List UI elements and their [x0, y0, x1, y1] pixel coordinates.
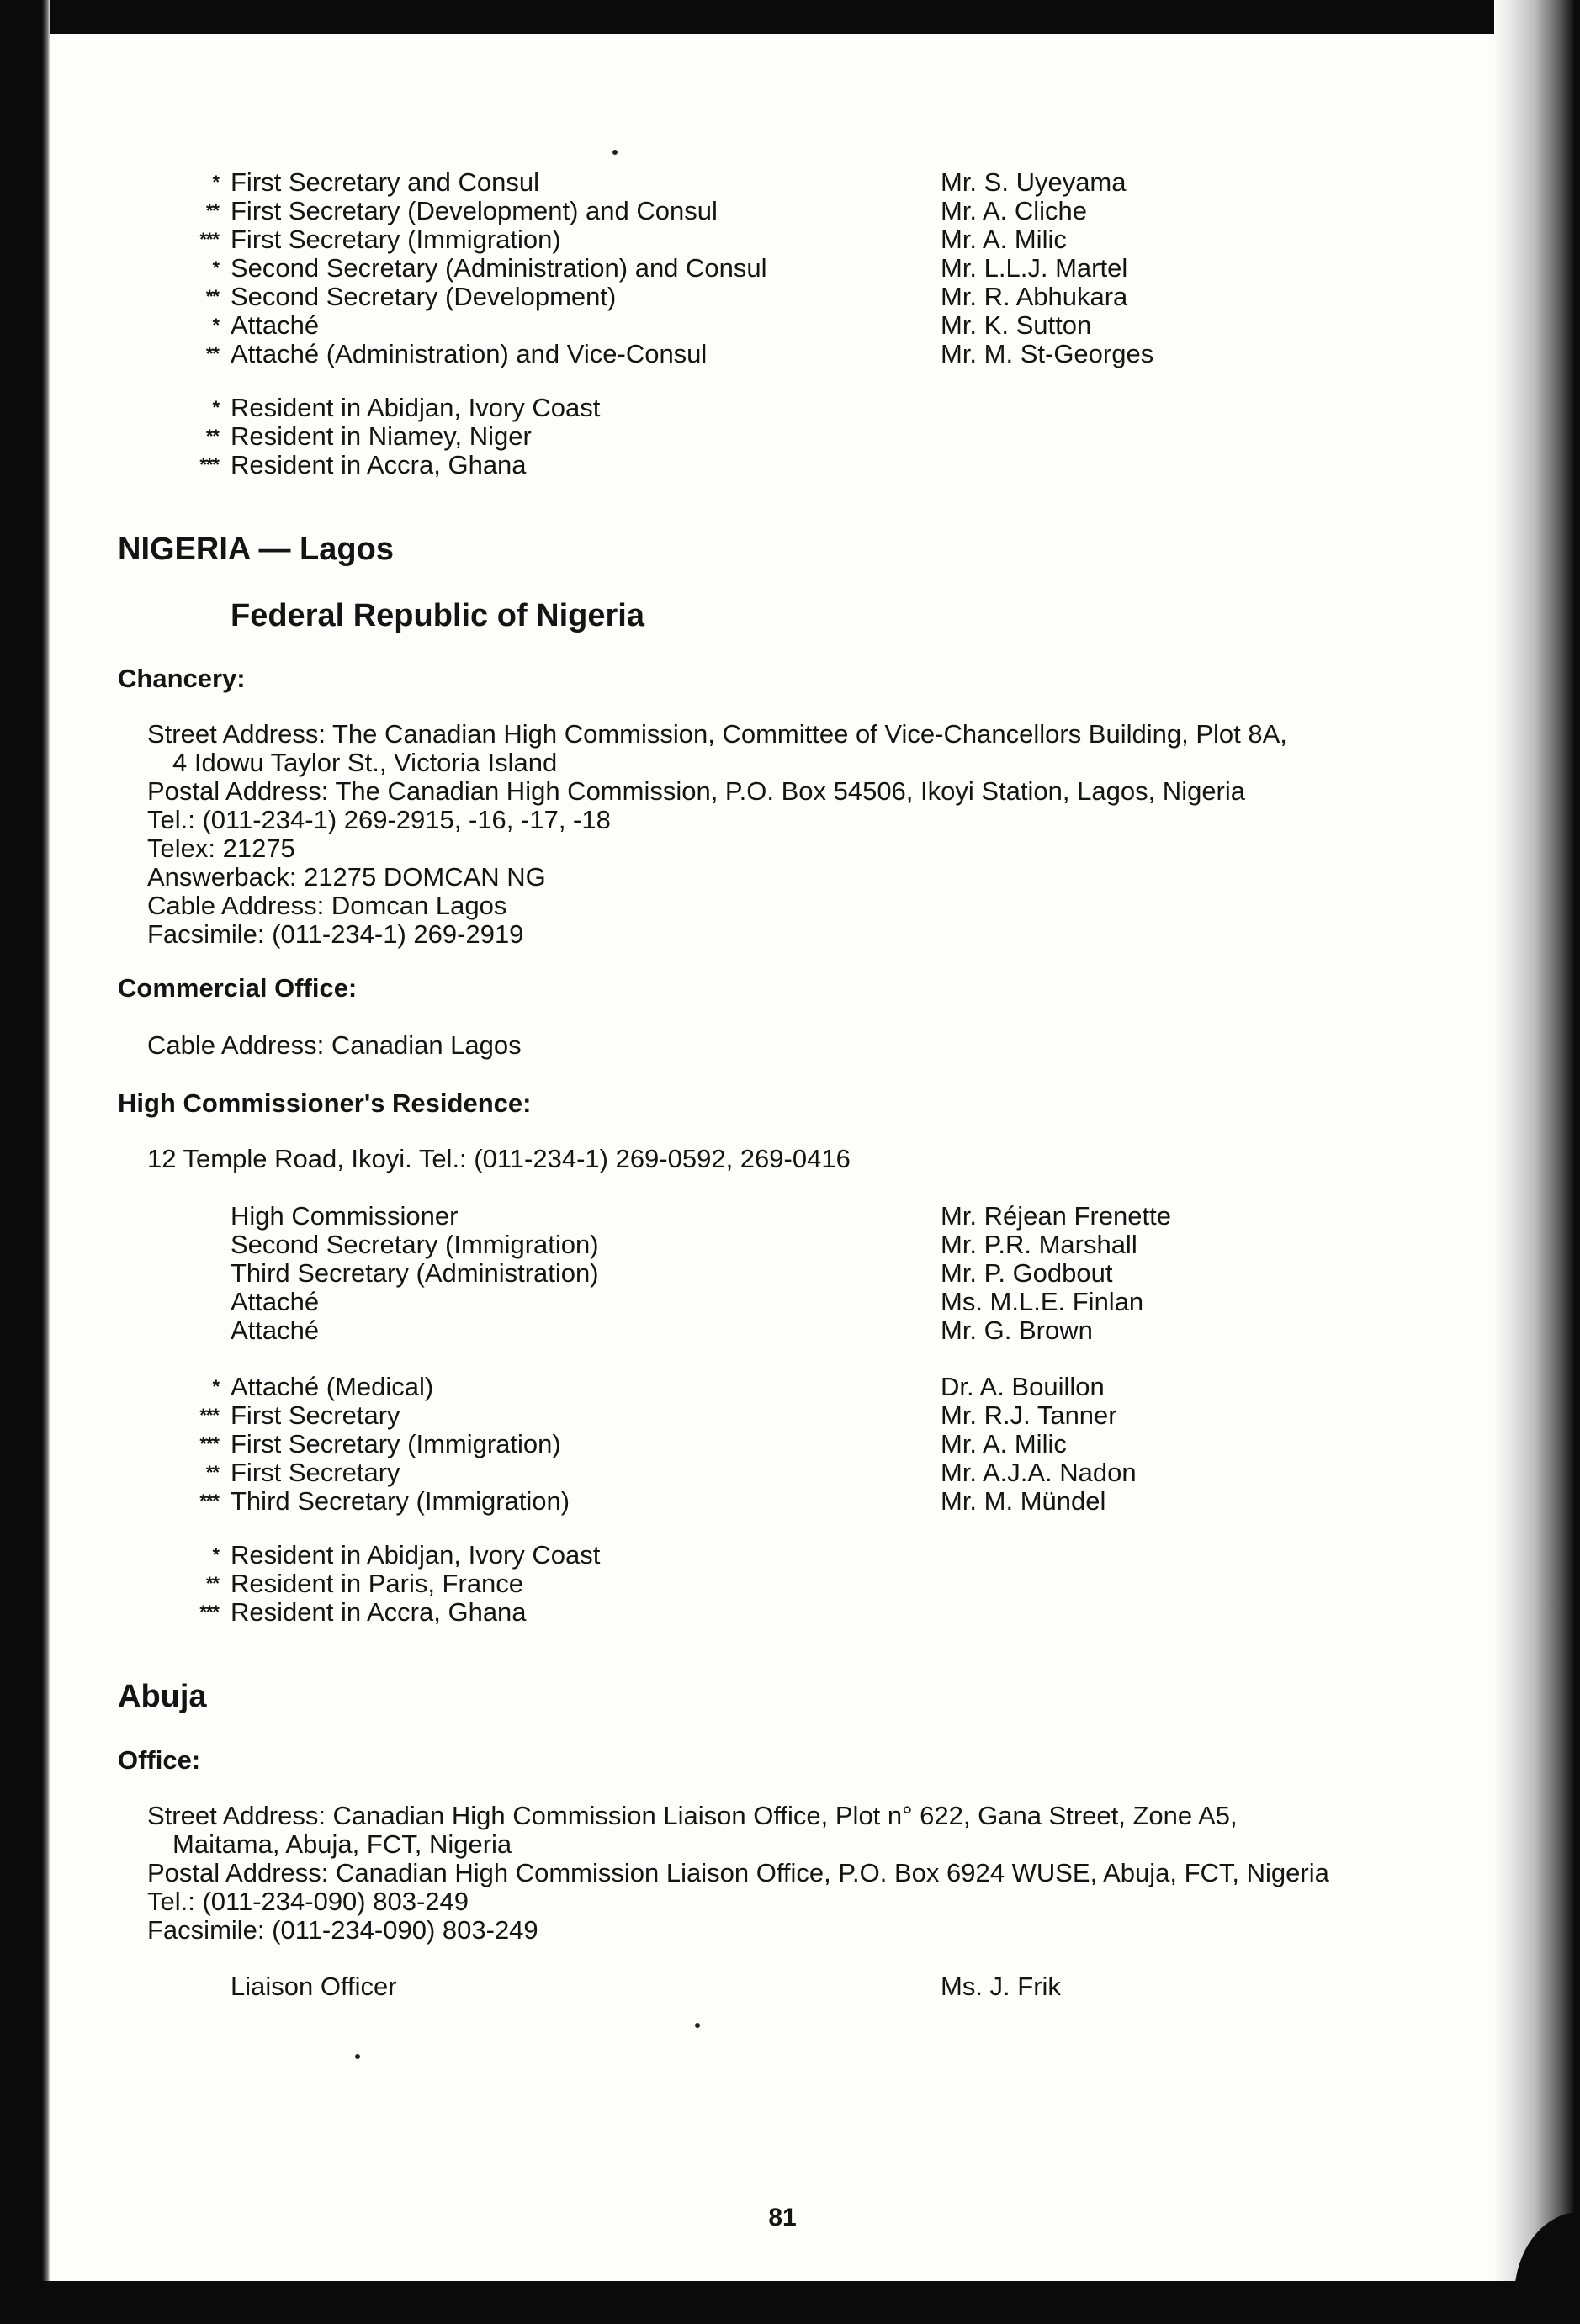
staff-row: * First Secretary and Consul Mr. S. Uyeyama [212, 167, 1127, 197]
chancery-label: Chancery: [118, 664, 246, 693]
staff-row: *** First Secretary (Immigration) Mr. A. Milic [199, 225, 1067, 254]
address-line: Street Address: The Canadian High Commission, Committee of Vice-Chancellors Building, Plot 8A, [147, 719, 1287, 749]
address-line: Cable Address: Canadian Lagos [147, 1030, 522, 1060]
abuja-staff-list [167, 1972, 1328, 2001]
address-line: Tel.: (011-234-1) 269-2915, -16, -17, -18 [147, 805, 611, 834]
lagos-nonresident-staff-list [167, 1373, 1328, 1516]
section-heading-lagos: NIGERIA — Lagos [118, 532, 394, 567]
residence-note: * Resident in Abidjan, Ivory Coast [212, 1540, 601, 1570]
address-line: Street Address: Canadian High Commission Liaison Office, Plot n° 622, Gana Street, Zone A5, [147, 1801, 1238, 1830]
staff-row: Second Secretary (Immigration) Mr. P.R. Marshall [231, 1230, 1137, 1259]
top-staff-list [167, 168, 1328, 368]
address-line: 4 Idowu Taylor St., Victoria Island [172, 748, 558, 777]
address-line: Tel.: (011-234-090) 803-249 [147, 1887, 469, 1916]
scan-speck [355, 2054, 360, 2059]
section-heading-abuja: Abuja [118, 1679, 207, 1714]
abuja-office-address-block [147, 1802, 1460, 1945]
staff-row: ** First Secretary (Development) and Consul Mr. A. Cliche [205, 196, 1087, 225]
scan-speck [612, 150, 618, 155]
residence-note: *** Resident in Accra, Ghana [199, 1597, 527, 1627]
page-number: 81 [768, 2204, 797, 2231]
staff-row: High Commissioner Mr. Réjean Frenette [231, 1201, 1171, 1231]
staff-row: Third Secretary (Administration) Mr. P. Godbout [231, 1258, 1113, 1288]
address-line: Facsimile: (011-234-090) 803-249 [147, 1915, 538, 1945]
commercial-office-line [147, 1031, 1460, 1060]
staff-row: ** Attaché (Administration) and Vice-Consul Mr. M. St-Georges [205, 339, 1154, 368]
residence-label: High Commissioner's Residence: [118, 1088, 532, 1118]
staff-row: *** First Secretary (Immigration) Mr. A. Milic [199, 1429, 1067, 1458]
address-line: 12 Temple Road, Ikoyi. Tel.: (011-234-1) 269-0592, 269-0416 [147, 1144, 851, 1173]
address-line: Telex: 21275 [147, 834, 295, 863]
residence-note: ** Resident in Niamey, Niger [205, 421, 532, 451]
country-name: Federal Republic of Nigeria [231, 598, 644, 633]
office-label: Office: [118, 1745, 201, 1775]
address-line: Postal Address: The Canadian High Commission, P.O. Box 54506, Ikoyi Station, Lagos, Nigeria [147, 776, 1246, 806]
address-line: Answerback: 21275 DOMCAN NG [147, 862, 546, 892]
lagos-residence-notes [167, 1541, 1328, 1627]
residence-note: *** Resident in Accra, Ghana [199, 450, 527, 479]
staff-row: Attaché Ms. M.L.E. Finlan [231, 1287, 1144, 1316]
staff-row: ** First Secretary Mr. A.J.A. Nadon [205, 1458, 1137, 1487]
address-line: Facsimile: (011-234-1) 269-2919 [147, 919, 524, 949]
address-line: Postal Address: Canadian High Commission Liaison Office, P.O. Box 6924 WUSE, Abuja, FCT, Nigeria [147, 1858, 1329, 1887]
staff-row: * Attaché (Medical) Dr. A. Bouillon [212, 1372, 1105, 1401]
residence-note: * Resident in Abidjan, Ivory Coast [212, 393, 601, 422]
commercial-office-label: Commercial Office: [118, 973, 358, 1003]
staff-row: Attaché Mr. G. Brown [231, 1316, 1093, 1345]
chancery-address-block [147, 720, 1460, 949]
address-line: Cable Address: Domcan Lagos [147, 891, 507, 920]
staff-row: ** Second Secretary (Development) Mr. R. Abhukara [205, 282, 1128, 311]
staff-row: * Second Secretary (Administration) and Consul Mr. L.L.J. Martel [212, 253, 1128, 283]
staff-row: Liaison Officer Ms. J. Frik [231, 1972, 1061, 2001]
staff-row: *** First Secretary Mr. R.J. Tanner [199, 1400, 1117, 1430]
scan-speck [695, 2023, 700, 2028]
staff-row: *** Third Secretary (Immigration) Mr. M. Mündel [199, 1486, 1106, 1516]
residence-note: ** Resident in Paris, France [205, 1569, 524, 1598]
address-line: Maitama, Abuja, FCT, Nigeria [172, 1829, 512, 1859]
top-residence-notes [167, 394, 1328, 479]
lagos-staff-list [167, 1202, 1328, 1345]
staff-row: * Attaché Mr. K. Sutton [212, 310, 1092, 340]
residence-line [147, 1145, 1460, 1173]
